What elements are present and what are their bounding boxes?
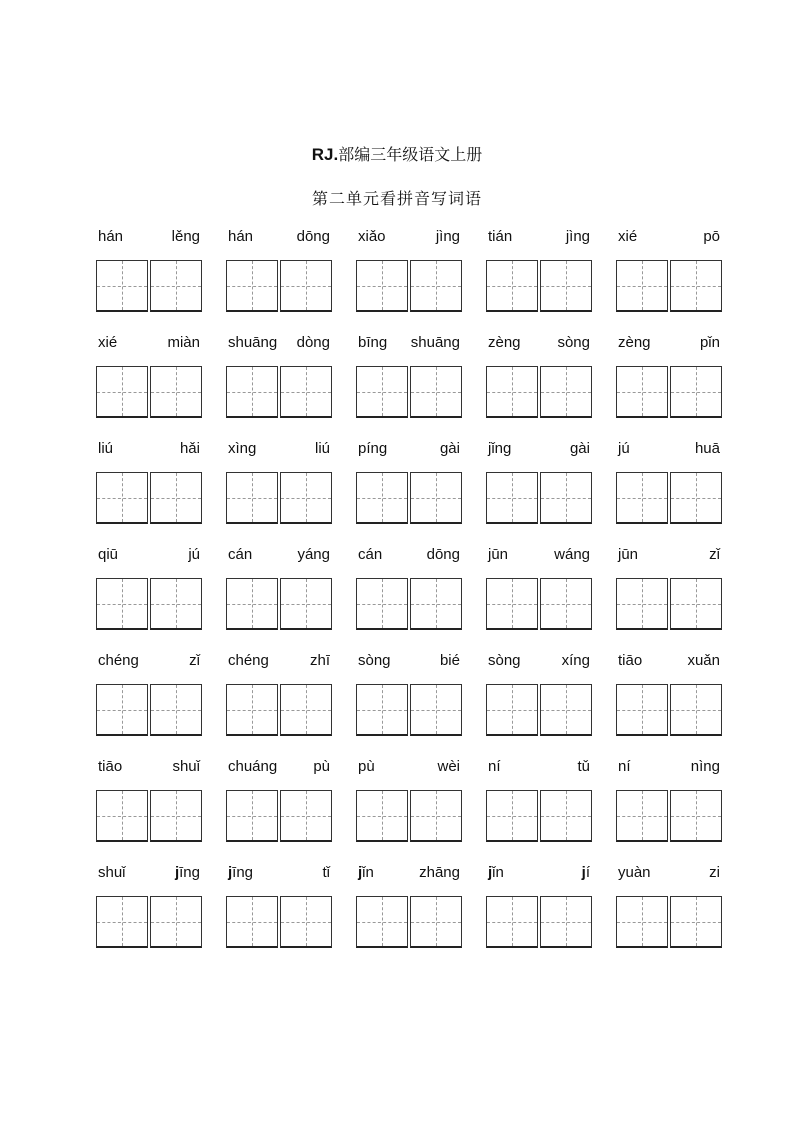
writing-boxes <box>226 578 332 630</box>
pinyin-label <box>486 331 592 353</box>
writing-boxes <box>486 260 592 312</box>
word-row <box>96 861 722 967</box>
pinyin-syllable: jú <box>618 439 630 457</box>
word-item <box>616 861 722 967</box>
writing-boxes <box>96 896 202 948</box>
tian-zi-ge-box[interactable] <box>226 578 278 630</box>
tian-zi-ge-box[interactable] <box>356 790 408 842</box>
pinyin-syllable: jǐn <box>488 863 504 881</box>
title-prefix: RJ. <box>311 145 339 164</box>
writing-boxes <box>356 578 462 630</box>
pinyin-syllable: jí <box>581 863 590 881</box>
pinyin-syllable: huā <box>694 439 720 457</box>
pinyin-label <box>616 861 722 883</box>
pinyin-syllable: xiǎo <box>358 227 386 245</box>
writing-boxes <box>96 366 202 418</box>
writing-boxes <box>486 790 592 842</box>
pinyin-label <box>226 649 332 671</box>
pinyin-label <box>96 861 202 883</box>
writing-boxes <box>226 896 332 948</box>
tian-zi-ge-box[interactable] <box>150 472 202 524</box>
pinyin-syllable: zǐ <box>189 651 200 669</box>
tian-zi-ge-box[interactable] <box>670 684 722 736</box>
pinyin-syllable: chéng <box>98 651 139 669</box>
writing-boxes <box>486 366 592 418</box>
pinyin-label <box>226 755 332 777</box>
pinyin-syllable: zi <box>709 863 720 881</box>
word-item <box>616 649 722 755</box>
pinyin-syllable: jūn <box>618 545 639 563</box>
word-item <box>226 225 332 331</box>
tian-zi-ge-box[interactable] <box>96 684 148 736</box>
tian-zi-ge-box[interactable] <box>540 896 592 948</box>
tian-zi-ge-box[interactable] <box>280 790 332 842</box>
word-item <box>486 649 592 755</box>
pinyin-syllable: xié <box>98 333 118 351</box>
pinyin-syllable: zǐ <box>709 545 720 563</box>
tian-zi-ge-box[interactable] <box>486 790 538 842</box>
pinyin-syllable: liú <box>314 439 330 457</box>
tian-zi-ge-box[interactable] <box>226 790 278 842</box>
tian-zi-ge-box[interactable] <box>670 366 722 418</box>
tian-zi-ge-box[interactable] <box>616 366 668 418</box>
pinyin-syllable: chuáng <box>228 757 278 775</box>
pinyin-syllable: gài <box>569 439 590 457</box>
page-subtitle: 第二单元看拼音写词语 <box>311 189 482 208</box>
tian-zi-ge-box[interactable] <box>150 790 202 842</box>
title-text: 部编三年级语文上册 <box>338 145 483 164</box>
word-item <box>616 437 722 543</box>
writing-boxes <box>616 896 722 948</box>
pinyin-syllable: sòng <box>557 333 590 351</box>
bold-initial: j <box>488 863 493 881</box>
tian-zi-ge-box[interactable] <box>486 366 538 418</box>
tian-zi-ge-box[interactable] <box>150 684 202 736</box>
pinyin-syllable: jú <box>188 545 200 563</box>
tian-zi-ge-box[interactable] <box>486 578 538 630</box>
tian-zi-ge-box[interactable] <box>486 260 538 312</box>
pinyin-syllable: nìng <box>690 757 720 775</box>
tian-zi-ge-box[interactable] <box>670 896 722 948</box>
word-item <box>226 437 332 543</box>
pinyin-label <box>486 755 592 777</box>
tian-zi-ge-box[interactable] <box>410 260 462 312</box>
writing-boxes <box>226 260 332 312</box>
tian-zi-ge-box[interactable] <box>410 366 462 418</box>
word-item <box>96 755 202 861</box>
word-item <box>356 437 462 543</box>
pinyin-label <box>96 649 202 671</box>
pinyin-syllable: cán <box>228 545 253 563</box>
tian-zi-ge-box[interactable] <box>540 260 592 312</box>
pinyin-syllable: zèng <box>488 333 521 351</box>
word-item <box>486 861 592 967</box>
pinyin-label <box>356 861 462 883</box>
pinyin-syllable: dōng <box>426 545 460 563</box>
pinyin-exercise-grid <box>96 225 722 967</box>
tian-zi-ge-box[interactable] <box>540 472 592 524</box>
tian-zi-ge-box[interactable] <box>540 684 592 736</box>
word-item <box>356 543 462 649</box>
pinyin-label <box>616 543 722 565</box>
pinyin-syllable: jīng <box>228 863 254 881</box>
pinyin-label <box>226 543 332 565</box>
pinyin-syllable: tiāo <box>98 757 123 775</box>
pinyin-syllable: ní <box>618 757 631 775</box>
word-item <box>486 543 592 649</box>
pinyin-syllable: jìng <box>565 227 590 245</box>
writing-boxes <box>356 260 462 312</box>
writing-boxes <box>356 684 462 736</box>
tian-zi-ge-box[interactable] <box>226 684 278 736</box>
writing-boxes <box>616 684 722 736</box>
word-item <box>356 755 462 861</box>
pinyin-label <box>486 225 592 247</box>
pinyin-label <box>226 331 332 353</box>
pinyin-label <box>96 543 202 565</box>
pinyin-syllable: miàn <box>167 333 200 351</box>
writing-boxes <box>486 684 592 736</box>
tian-zi-ge-box[interactable] <box>96 260 148 312</box>
bold-initial: j <box>358 863 363 881</box>
pinyin-syllable: tǐ <box>322 863 330 881</box>
pinyin-label <box>356 225 462 247</box>
pinyin-label <box>356 437 462 459</box>
tian-zi-ge-box[interactable] <box>540 790 592 842</box>
pinyin-label <box>616 649 722 671</box>
writing-boxes <box>616 260 722 312</box>
word-item <box>96 331 202 437</box>
tian-zi-ge-box[interactable] <box>226 366 278 418</box>
pinyin-label <box>356 755 462 777</box>
writing-boxes <box>96 472 202 524</box>
tian-zi-ge-box[interactable] <box>280 260 332 312</box>
tian-zi-ge-box[interactable] <box>356 260 408 312</box>
tian-zi-ge-box[interactable] <box>150 260 202 312</box>
pinyin-syllable: xuǎn <box>687 651 720 669</box>
writing-boxes <box>96 684 202 736</box>
pinyin-syllable: chéng <box>228 651 269 669</box>
tian-zi-ge-box[interactable] <box>96 472 148 524</box>
tian-zi-ge-box[interactable] <box>96 578 148 630</box>
word-item <box>486 437 592 543</box>
writing-boxes <box>486 896 592 948</box>
pinyin-syllable: sòng <box>358 651 391 669</box>
pinyin-label <box>356 331 462 353</box>
word-row <box>96 331 722 437</box>
pinyin-syllable: dòng <box>296 333 330 351</box>
pinyin-label <box>486 543 592 565</box>
writing-boxes <box>616 472 722 524</box>
pinyin-syllable: jǐn <box>358 863 374 881</box>
pinyin-label <box>356 649 462 671</box>
pinyin-syllable: shuāng <box>410 333 460 351</box>
word-item <box>96 861 202 967</box>
pinyin-syllable: hán <box>228 227 254 245</box>
pinyin-syllable: bié <box>439 651 460 669</box>
word-item <box>486 225 592 331</box>
writing-boxes <box>616 366 722 418</box>
pinyin-syllable: shuǐ <box>172 757 200 775</box>
word-item <box>96 437 202 543</box>
tian-zi-ge-box[interactable] <box>616 472 668 524</box>
tian-zi-ge-box[interactable] <box>280 684 332 736</box>
writing-boxes <box>226 366 332 418</box>
tian-zi-ge-box[interactable] <box>150 366 202 418</box>
pinyin-syllable: jīng <box>174 863 200 881</box>
word-item <box>616 225 722 331</box>
tian-zi-ge-box[interactable] <box>356 578 408 630</box>
word-item <box>226 649 332 755</box>
pinyin-syllable: xíng <box>561 651 590 669</box>
tian-zi-ge-box[interactable] <box>486 684 538 736</box>
pinyin-syllable: dōng <box>296 227 330 245</box>
word-item <box>616 331 722 437</box>
pinyin-label <box>226 861 332 883</box>
pinyin-label <box>96 437 202 459</box>
pinyin-syllable: cán <box>358 545 383 563</box>
writing-boxes <box>616 790 722 842</box>
tian-zi-ge-box[interactable] <box>226 260 278 312</box>
pinyin-syllable: bīng <box>358 333 388 351</box>
tian-zi-ge-box[interactable] <box>616 896 668 948</box>
pinyin-syllable: pǐn <box>699 333 720 351</box>
pinyin-syllable: gài <box>439 439 460 457</box>
tian-zi-ge-box[interactable] <box>486 472 538 524</box>
pinyin-syllable: shuāng <box>228 333 278 351</box>
pinyin-syllable: xié <box>618 227 638 245</box>
pinyin-syllable: hán <box>98 227 124 245</box>
tian-zi-ge-box[interactable] <box>356 472 408 524</box>
word-item <box>226 861 332 967</box>
pinyin-syllable: liú <box>98 439 114 457</box>
tian-zi-ge-box[interactable] <box>410 896 462 948</box>
tian-zi-ge-box[interactable] <box>356 896 408 948</box>
tian-zi-ge-box[interactable] <box>670 260 722 312</box>
pinyin-syllable: pù <box>358 757 375 775</box>
tian-zi-ge-box[interactable] <box>410 472 462 524</box>
writing-boxes <box>96 578 202 630</box>
tian-zi-ge-box[interactable] <box>616 578 668 630</box>
writing-boxes <box>356 790 462 842</box>
word-item <box>486 331 592 437</box>
word-item <box>96 649 202 755</box>
pinyin-syllable: shuǐ <box>98 863 126 881</box>
tian-zi-ge-box[interactable] <box>410 684 462 736</box>
pinyin-label <box>616 225 722 247</box>
writing-boxes <box>96 790 202 842</box>
pinyin-label <box>616 437 722 459</box>
pinyin-syllable: pō <box>703 227 720 245</box>
pinyin-label <box>226 437 332 459</box>
writing-boxes <box>356 472 462 524</box>
word-item <box>486 755 592 861</box>
pinyin-label <box>616 331 722 353</box>
writing-boxes <box>96 260 202 312</box>
pinyin-label <box>96 331 202 353</box>
pinyin-label <box>226 225 332 247</box>
tian-zi-ge-box[interactable] <box>616 684 668 736</box>
pinyin-syllable: zhāng <box>419 863 460 881</box>
pinyin-syllable: wèi <box>437 757 460 775</box>
pinyin-syllable: jǐng <box>488 439 512 457</box>
pinyin-label <box>96 755 202 777</box>
tian-zi-ge-box[interactable] <box>356 684 408 736</box>
tian-zi-ge-box[interactable] <box>96 366 148 418</box>
tian-zi-ge-box[interactable] <box>356 366 408 418</box>
pinyin-label <box>486 437 592 459</box>
tian-zi-ge-box[interactable] <box>280 366 332 418</box>
pinyin-label <box>96 225 202 247</box>
tian-zi-ge-box[interactable] <box>226 472 278 524</box>
word-item <box>96 225 202 331</box>
writing-boxes <box>356 896 462 948</box>
tian-zi-ge-box[interactable] <box>670 790 722 842</box>
word-item <box>226 543 332 649</box>
pinyin-syllable: xìng <box>228 439 257 457</box>
pinyin-syllable: jūn <box>488 545 509 563</box>
tian-zi-ge-box[interactable] <box>486 896 538 948</box>
word-item <box>226 331 332 437</box>
word-row <box>96 543 722 649</box>
pinyin-syllable: jìng <box>435 227 460 245</box>
writing-boxes <box>226 684 332 736</box>
tian-zi-ge-box[interactable] <box>540 578 592 630</box>
pinyin-syllable: tián <box>488 227 513 245</box>
tian-zi-ge-box[interactable] <box>96 896 148 948</box>
bold-initial: j <box>228 863 233 881</box>
pinyin-label <box>356 543 462 565</box>
pinyin-label <box>486 861 592 883</box>
pinyin-syllable: tǔ <box>577 757 590 775</box>
writing-boxes <box>226 472 332 524</box>
writing-boxes <box>226 790 332 842</box>
word-row <box>96 437 722 543</box>
tian-zi-ge-box[interactable] <box>96 790 148 842</box>
pinyin-syllable: píng <box>358 439 388 457</box>
bold-initial: j <box>174 863 180 881</box>
tian-zi-ge-box[interactable] <box>616 260 668 312</box>
pinyin-syllable: qiū <box>98 545 119 563</box>
pinyin-syllable: ní <box>488 757 501 775</box>
pinyin-syllable: zhī <box>309 651 330 669</box>
pinyin-syllable: tiāo <box>618 651 643 669</box>
tian-zi-ge-box[interactable] <box>226 896 278 948</box>
word-item <box>226 755 332 861</box>
pinyin-syllable: yuàn <box>618 863 651 881</box>
pinyin-syllable: yáng <box>297 545 330 563</box>
tian-zi-ge-box[interactable] <box>280 578 332 630</box>
bold-initial: j <box>581 863 586 881</box>
word-item <box>96 543 202 649</box>
writing-boxes <box>486 578 592 630</box>
word-item <box>356 861 462 967</box>
word-row <box>96 755 722 861</box>
writing-boxes <box>486 472 592 524</box>
word-item <box>616 543 722 649</box>
pinyin-syllable: hǎi <box>179 439 200 457</box>
word-row <box>96 649 722 755</box>
tian-zi-ge-box[interactable] <box>540 366 592 418</box>
word-row <box>96 225 722 331</box>
word-item <box>356 649 462 755</box>
tian-zi-ge-box[interactable] <box>410 578 462 630</box>
pinyin-label <box>486 649 592 671</box>
word-item <box>356 331 462 437</box>
tian-zi-ge-box[interactable] <box>280 896 332 948</box>
tian-zi-ge-box[interactable] <box>280 472 332 524</box>
writing-boxes <box>356 366 462 418</box>
tian-zi-ge-box[interactable] <box>616 790 668 842</box>
writing-boxes <box>616 578 722 630</box>
pinyin-syllable: pù <box>313 757 330 775</box>
word-item <box>616 755 722 861</box>
pinyin-label <box>616 755 722 777</box>
word-item <box>356 225 462 331</box>
tian-zi-ge-box[interactable] <box>150 896 202 948</box>
tian-zi-ge-box[interactable] <box>410 790 462 842</box>
tian-zi-ge-box[interactable] <box>670 472 722 524</box>
pinyin-syllable: wáng <box>554 545 590 563</box>
page-title <box>0 142 794 165</box>
tian-zi-ge-box[interactable] <box>670 578 722 630</box>
pinyin-syllable: lěng <box>171 227 200 245</box>
pinyin-syllable: zèng <box>618 333 651 351</box>
tian-zi-ge-box[interactable] <box>150 578 202 630</box>
pinyin-syllable: sòng <box>488 651 521 669</box>
